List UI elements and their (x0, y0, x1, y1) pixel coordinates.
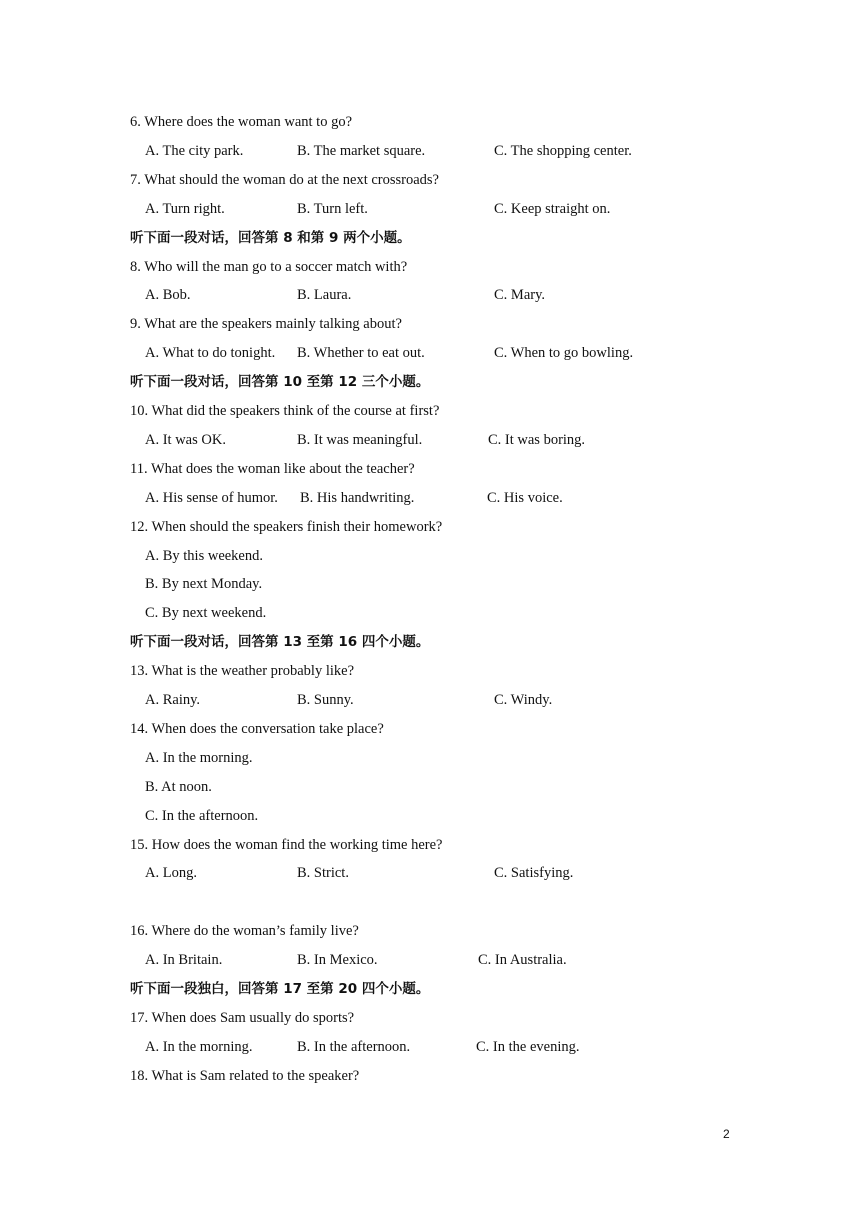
answer-option-a: A. His sense of humor. (145, 490, 278, 506)
answer-option-a: A. Long. (145, 865, 197, 881)
page-number: 2 (723, 1127, 730, 1141)
answer-option-a: A. Rainy. (145, 692, 201, 708)
answer-option-c: C. Satisfying. (494, 865, 574, 881)
question-text: 17. When does Sam usually do sports? (130, 1010, 355, 1026)
answer-option-c: C. In Australia. (478, 952, 567, 968)
question-text: 18. What is Sam related to the speaker? (130, 1068, 360, 1084)
answer-option-a: A. Bob. (145, 287, 191, 303)
answer-option-b: B. Whether to eat out. (297, 345, 425, 361)
section-instruction: 听下面一段独白，回答第 17 至第 20 四个小题。 (130, 981, 430, 997)
answer-option-a: A. Turn right. (145, 201, 225, 217)
answer-option: A. By this weekend. (145, 548, 263, 564)
answer-option-b: B. Strict. (297, 865, 349, 881)
answer-option-c: C. When to go bowling. (494, 345, 634, 361)
question-text: 11. What does the woman like about the teacher? (130, 461, 415, 477)
answer-option: C. By next weekend. (145, 605, 267, 621)
answer-option: B. At noon. (145, 779, 212, 795)
answer-option-a: A. The city park. (145, 143, 244, 159)
question-text: 15. How does the woman find the working time here? (130, 837, 443, 853)
question-text: 9. What are the speakers mainly talking about? (130, 316, 402, 332)
answer-option-a: A. In Britain. (145, 952, 223, 968)
answer-option-b: B. In the afternoon. (297, 1039, 411, 1055)
question-text: 12. When should the speakers finish their homework? (130, 519, 443, 535)
question-text: 16. Where do the woman’s family live? (130, 923, 359, 939)
answer-option-a: A. What to do tonight. (145, 345, 276, 361)
answer-option-c: C. Windy. (494, 692, 553, 708)
answer-option-a: A. In the morning. (145, 1039, 253, 1055)
section-instruction: 听下面一段对话，回答第 8 和第 9 两个小题。 (130, 230, 411, 246)
answer-option-b: B. His handwriting. (300, 490, 415, 506)
answer-option-c: C. The shopping center. (494, 143, 632, 159)
answer-option-b: B. In Mexico. (297, 952, 378, 968)
section-instruction: 听下面一段对话，回答第 10 至第 12 三个小题。 (130, 374, 430, 390)
answer-option-b: B. Laura. (297, 287, 352, 303)
question-text: 14. When does the conversation take place? (130, 721, 384, 737)
answer-option-b: B. Sunny. (297, 692, 354, 708)
question-text: 7. What should the woman do at the next crossroads? (130, 172, 439, 188)
answer-option-b: B. Turn left. (297, 201, 368, 217)
question-text: 6. Where does the woman want to go? (130, 114, 353, 130)
answer-option: A. In the morning. (145, 750, 253, 766)
question-text: 13. What is the weather probably like? (130, 663, 355, 679)
question-text: 10. What did the speakers think of the course at first? (130, 403, 440, 419)
answer-option-c: C. It was boring. (488, 432, 586, 448)
answer-option-a: A. It was OK. (145, 432, 226, 448)
section-instruction: 听下面一段对话，回答第 13 至第 16 四个小题。 (130, 634, 430, 650)
answer-option-c: C. His voice. (487, 490, 563, 506)
answer-option: C. In the afternoon. (145, 808, 259, 824)
answer-option-b: B. It was meaningful. (297, 432, 423, 448)
answer-option: B. By next Monday. (145, 576, 263, 592)
question-text: 8. Who will the man go to a soccer match with? (130, 259, 408, 275)
answer-option-b: B. The market square. (297, 143, 426, 159)
answer-option-c: C. Keep straight on. (494, 201, 611, 217)
answer-option-c: C. In the evening. (476, 1039, 580, 1055)
answer-option-c: C. Mary. (494, 287, 546, 303)
